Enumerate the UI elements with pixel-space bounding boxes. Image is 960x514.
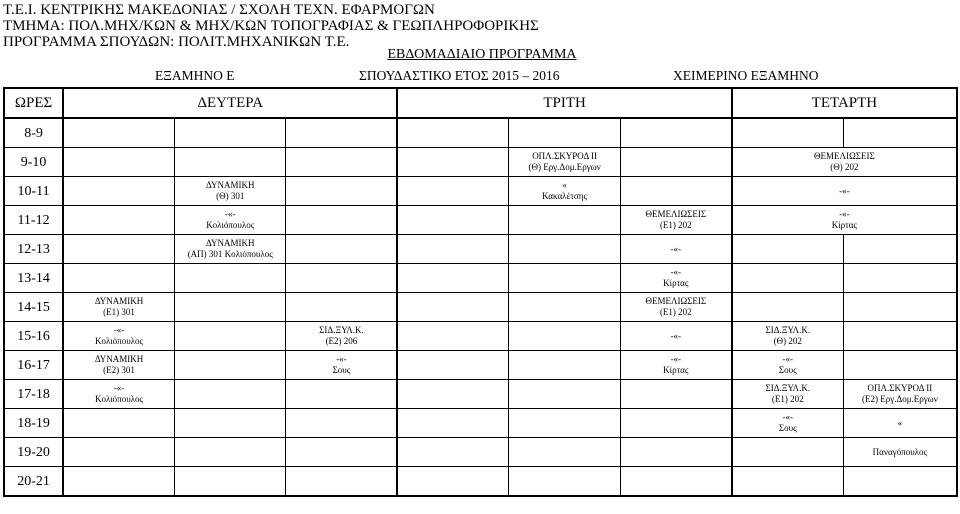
class-cell: -«- Κολιόπουλος <box>175 206 286 235</box>
class-cell: -«- Κίρτας <box>620 351 731 380</box>
academic-year: ΣΠΟΥΔΑΣΤΙΚΟ ΕΤΟΣ 2015 – 2016 <box>359 68 560 83</box>
table-row <box>4 177 957 206</box>
table-row <box>4 118 957 148</box>
day-header-monday: ΔΕΥΤΕΡΑ <box>63 88 397 118</box>
class-cell: ΣΙΔ.ΞΥΛ.Κ. (Θ) 202 <box>732 322 843 351</box>
program-line: ΠΡΟΓΡΑΜΜΑ ΣΠΟΥΔΩΝ: ΠΟΛΙΤ.ΜΗΧΑΝΙΚΩΝ Τ.Ε. <box>3 34 350 50</box>
class-cell: ΟΠΛ.ΣΚΥΡΟΔ ΙΙ (Ε2) Εργ.Δομ.Εργων <box>843 380 957 409</box>
hour-cell: 19-20 <box>4 438 63 467</box>
day-header-tuesday: ΤΡΙΤΗ <box>397 88 731 118</box>
class-cell: ΔΥΝΑΜΙΚΗ (Ε1) 301 <box>63 293 174 322</box>
hour-cell: 11-12 <box>4 206 63 235</box>
class-cell: -«- Σους <box>732 409 843 438</box>
hour-cell: 17-18 <box>4 380 63 409</box>
table-header-row <box>4 88 957 118</box>
day-header-wednesday: ΤΕΤΑΡΤΗ <box>732 88 957 118</box>
table-row <box>4 438 957 467</box>
hour-cell: 15-16 <box>4 322 63 351</box>
table-row <box>4 380 957 409</box>
class-cell: -«- <box>620 235 731 264</box>
class-cell: ΘΕΜΕΛΙΩΣΕΙΣ (Ε1) 202 <box>620 293 731 322</box>
class-cell: -«- Κίρτας <box>620 264 731 293</box>
hour-cell: 14-15 <box>4 293 63 322</box>
class-cell: -«- Σους <box>732 351 843 380</box>
class-cell: -«- <box>620 322 731 351</box>
class-cell: Παναγόπουλος <box>843 438 957 467</box>
class-cell: ΟΠΛ.ΣΚΥΡΟΔ ΙΙ (Θ) Εργ.Δομ.Εργων <box>509 148 620 177</box>
table-row <box>4 206 957 235</box>
hour-cell: 18-19 <box>4 409 63 438</box>
table-row <box>4 293 957 322</box>
class-cell: -«- Κίρτας <box>732 206 957 235</box>
class-cell: -«- Κολιόπουλος <box>63 322 174 351</box>
table-row <box>4 467 957 497</box>
timetable <box>3 87 958 497</box>
hour-cell: 12-13 <box>4 235 63 264</box>
semester-label: ΕΞΑΜΗΝΟ Ε <box>155 68 235 83</box>
schedule-title: ΕΒΔΟΜΑΔΙΑΙΟ ΠΡΟΓΡΑΜΜΑ <box>387 47 577 62</box>
institution-line: Τ.Ε.Ι. ΚΕΝΤΡΙΚΗΣ ΜΑΚΕΔΟΝΙΑΣ / ΣΧΟΛΗ ΤΕΧΝ. ΕΦΑΡΜΟΓΩΝ <box>3 2 435 18</box>
table-row <box>4 264 957 293</box>
hour-cell: 20-21 <box>4 467 63 497</box>
hour-cell: 9-10 <box>4 148 63 177</box>
class-cell: « Κακαλέτσης <box>509 177 620 206</box>
department-line: ΤΜΗΜΑ: ΠΟΛ.ΜΗΧ/ΚΩΝ & ΜΗΧ/ΚΩΝ ΤΟΠΟΓΡΑΦΙΑΣ & ΓΕΩΠΛΗΡΟΦΟΡΙΚΗΣ <box>3 18 539 34</box>
table-row <box>4 235 957 264</box>
class-cell: -«- Κολιόπουλος <box>63 380 174 409</box>
hour-cell: 10-11 <box>4 177 63 206</box>
class-cell: « <box>843 409 957 438</box>
hour-cell: 16-17 <box>4 351 63 380</box>
hours-header: ΩΡΕΣ <box>4 88 63 118</box>
season-label: ΧΕΙΜΕΡΙΝΟ ΕΞΑΜΗΝΟ <box>673 68 819 83</box>
class-cell: ΔΥΝΑΜΙΚΗ (ΑΠ) 301 Κολιόπουλος <box>175 235 286 264</box>
class-cell: ΔΥΝΑΜΙΚΗ (Ε2) 301 <box>63 351 174 380</box>
class-cell: ΣΙΔ.ΞΥΛ.Κ. (Ε2) 206 <box>286 322 397 351</box>
class-cell: ΣΙΔ.ΞΥΛ.Κ. (Ε1) 202 <box>732 380 843 409</box>
table-row <box>4 409 957 438</box>
table-row <box>4 322 957 351</box>
class-cell: ΘΕΜΕΛΙΩΣΕΙΣ (Θ) 202 <box>732 148 957 177</box>
table-row <box>4 148 957 177</box>
class-cell: ΘΕΜΕΛΙΩΣΕΙΣ (Ε1) 202 <box>620 206 731 235</box>
class-cell: -«- <box>732 177 957 206</box>
class-cell: -«- Σους <box>286 351 397 380</box>
table-row <box>4 351 957 380</box>
class-cell: ΔΥΝΑΜΙΚΗ (Θ) 301 <box>175 177 286 206</box>
hour-cell: 13-14 <box>4 264 63 293</box>
hour-cell: 8-9 <box>4 118 63 148</box>
